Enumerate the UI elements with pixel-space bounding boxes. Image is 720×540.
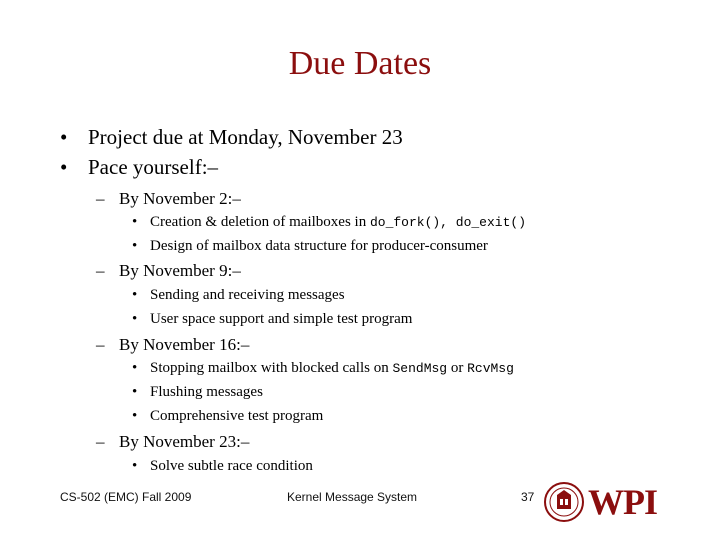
milestone-heading-text: By November 9:– bbox=[119, 261, 241, 280]
wpi-logo bbox=[544, 480, 657, 526]
footer-topic: Kernel Message System bbox=[287, 490, 418, 504]
wpi-logo-text: WPI bbox=[588, 482, 657, 522]
milestone-item bbox=[132, 382, 263, 402]
milestone-item bbox=[132, 456, 313, 476]
bullet-pace bbox=[60, 154, 219, 180]
dash-symbol: – bbox=[96, 261, 105, 280]
milestone-item bbox=[132, 406, 324, 426]
bullet-symbol: • bbox=[132, 360, 138, 376]
bullet-text: Pace yourself:– bbox=[88, 155, 219, 179]
item-text: Stopping mailbox with blocked calls on bbox=[150, 360, 393, 376]
milestone-heading bbox=[96, 431, 250, 453]
slide-title: Due Dates bbox=[288, 45, 432, 82]
bullet-symbol: • bbox=[132, 311, 138, 327]
bullet-symbol: • bbox=[132, 238, 138, 254]
item-text: Comprehensive test program bbox=[150, 408, 324, 424]
milestone-item bbox=[132, 309, 413, 329]
milestone-heading-text: By November 16:– bbox=[119, 335, 250, 354]
milestone-heading bbox=[96, 188, 241, 210]
bullet-symbol: • bbox=[132, 384, 138, 400]
milestone-heading bbox=[96, 334, 250, 356]
bullet-symbol: • bbox=[60, 155, 68, 179]
item-text: Flushing messages bbox=[150, 384, 263, 400]
item-text: Creation & deletion of mailboxes in bbox=[150, 214, 370, 230]
milestone-item bbox=[132, 236, 488, 256]
footer-course: CS-502 (EMC) Fall 2009 bbox=[60, 490, 192, 504]
code-text: do_fork(), do_exit() bbox=[369, 215, 526, 230]
dash-symbol: – bbox=[96, 335, 105, 354]
milestone-heading-text: By November 23:– bbox=[119, 432, 250, 451]
item-text: User space support and simple test program bbox=[150, 311, 413, 327]
bullet-symbol: • bbox=[132, 458, 138, 474]
code-text: RcvMsg bbox=[467, 361, 514, 376]
item-text: Design of mailbox data structure for producer-consumer bbox=[150, 238, 488, 254]
bullet-symbol: • bbox=[132, 408, 138, 424]
wpi-seal-icon bbox=[544, 480, 584, 524]
item-text: or bbox=[447, 360, 468, 376]
milestone-item bbox=[132, 212, 526, 232]
bullet-symbol: • bbox=[132, 214, 138, 230]
footer-page-number: 37 bbox=[521, 490, 535, 504]
bullet-text: Project due at Monday, November 23 bbox=[88, 125, 403, 149]
bullet-project-due bbox=[60, 124, 403, 150]
bullet-symbol: • bbox=[60, 125, 68, 149]
code-text: SendMsg bbox=[392, 361, 448, 376]
milestone-heading bbox=[96, 260, 241, 282]
item-text: Solve subtle race condition bbox=[150, 458, 313, 474]
milestone-item bbox=[132, 285, 345, 305]
dash-symbol: – bbox=[96, 432, 105, 451]
milestone-heading-text: By November 2:– bbox=[119, 189, 241, 208]
dash-symbol: – bbox=[96, 189, 105, 208]
item-text: Sending and receiving messages bbox=[150, 287, 345, 303]
milestone-item bbox=[132, 358, 514, 378]
bullet-symbol: • bbox=[132, 287, 138, 303]
